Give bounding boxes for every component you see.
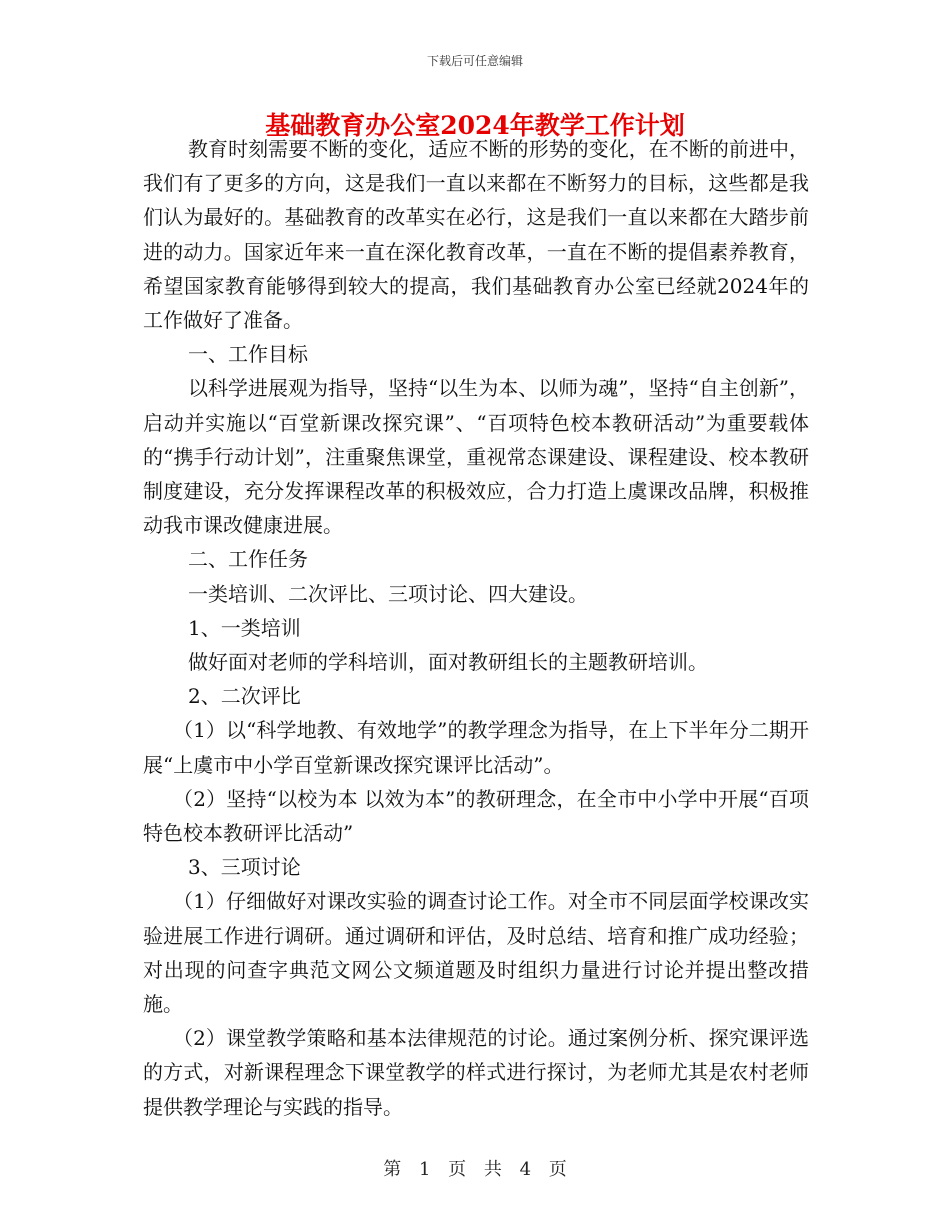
paragraph-evaluation-2: （2）坚持“以校为本 以效为本”的教研理念，在全市中小学中开展“百项特色校本教研评比活动” xyxy=(143,786,809,846)
paragraph-discussion-1: （1）仔细做好对课改实验的调查讨论工作。对全市不同层面学校课改实验进展工作进行调研。通过调研和评估，及时总结、培育和推广成功经验；对出现的问查字典范文网公文频道题及时组织力量进行讨论并提出整改措施。 xyxy=(143,889,809,1017)
paragraph-evaluation-1: （1）以“科学地教、有效地学”的教学理念为指导，在上下半年分二期开展“上虞市中小学百堂新课改探究课评比活动”。 xyxy=(143,718,809,777)
page-counter-total-unit: 页 xyxy=(548,1159,567,1180)
paragraph-goals: 以科学进展观为指导，坚持“以生为本、以师为魂”，坚持“自主创新”，启动并实施以“百堂新课改探究课”、“百项特色校本教研活动”为重要载体的“携手行动计划”，注重聚焦课堂，重视常态课建设、课程建设、校本教研制度建设，充分发挥课程改革的积极效应，合力打造上虞课改品牌，积极推动我市课改健康进展。 xyxy=(143,376,809,538)
subheading-discussion: 3、三项讨论 xyxy=(188,855,301,880)
paragraph-intro: 教育时刻需要不断的变化，适应不断的形势的变化，在不断的前进中，我们有了更多的方向，这是我们一直以来都在不断努力的目标，这些都是我们认为最好的。基础教育的改革实在必行，这是我们一直以来都在大踏步前进的动力。国家近年来一直在深化教育改革，一直在不断的提倡素养教育，希望国家教育能够得到较大的提高，我们基础教育办公室已经就2024年的工作做好了准备。 xyxy=(143,137,809,333)
paragraph-tasks-summary: 一类培训、二次评比、三项讨论、四大建设。 xyxy=(188,581,588,606)
page-counter-prefix: 第 xyxy=(383,1159,402,1180)
page-total-number: 4 xyxy=(519,1159,532,1180)
paragraph-discussion-2: （2）课堂教学策略和基本法律规范的讨论。通过案例分析、探究课评选的方式，对新课程理念下课堂教学的样式进行探讨，为老师尤其是农村老师提供教学理论与实践的指导。 xyxy=(143,1026,809,1119)
paragraph-training: 做好面对老师的学科培训，面对教研组长的主题教研培训。 xyxy=(188,650,708,675)
document-body xyxy=(143,132,809,1124)
header-note: 下载后可任意编辑 xyxy=(426,54,523,68)
subheading-evaluation: 2、二次评比 xyxy=(188,684,301,709)
subheading-training: 1、一类培训 xyxy=(188,615,301,640)
page-counter-unit: 页 xyxy=(448,1159,467,1180)
page-counter-total-prefix: 共 xyxy=(483,1159,502,1180)
document-title: 基础教育办公室2024年教学工作计划 xyxy=(265,111,685,140)
page-counter xyxy=(0,1155,950,1181)
section-heading-goals: 一、工作目标 xyxy=(188,342,308,367)
section-heading-tasks: 二、工作任务 xyxy=(188,547,308,572)
page-current-number: 1 xyxy=(418,1159,431,1180)
